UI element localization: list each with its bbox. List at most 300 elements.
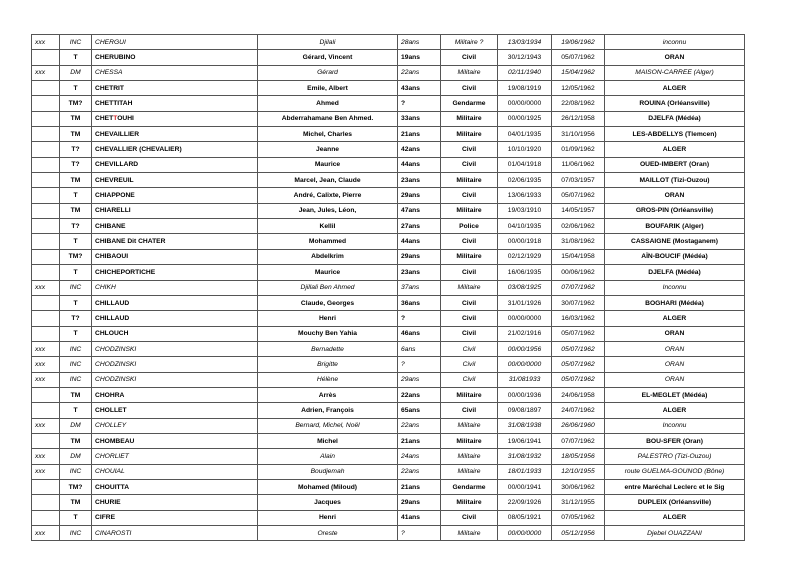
place-cell: MAILLOT (Tizi-Ouzou) [605, 173, 745, 188]
table-row [32, 341, 745, 356]
birth-date-cell: 13/06/1933 [498, 188, 552, 203]
first-name-cell: Brigitte [258, 357, 398, 372]
place-cell: ALGER [605, 510, 745, 525]
birth-date-cell: 00/00/0000 [498, 96, 552, 111]
birth-date-cell: 02/12/1929 [498, 249, 552, 264]
table-row [32, 479, 745, 494]
death-date-cell: 19/06/1962 [552, 35, 605, 50]
first-name-cell: Gérard [258, 65, 398, 80]
death-date-cell: 07/03/1957 [552, 173, 605, 188]
table-row [32, 96, 745, 111]
place-cell: ALGER [605, 142, 745, 157]
surname-cell: CHORLIET [92, 449, 258, 464]
code-cell: INC [60, 280, 92, 295]
table-row [32, 403, 745, 418]
surname-cell: CHEVALLIER (CHEVALIER) [92, 142, 258, 157]
birth-date-cell: 31/081933 [498, 372, 552, 387]
birth-date-cell: 00/00/1936 [498, 387, 552, 402]
birth-date-cell: 02/06/1935 [498, 173, 552, 188]
flag-cell [32, 479, 60, 494]
flag-cell: xxx [32, 526, 60, 541]
status-cell: Militaire [441, 433, 498, 448]
table-row [32, 81, 745, 96]
flag-cell: xxx [32, 449, 60, 464]
death-date-cell: 18/05/1956 [552, 449, 605, 464]
flag-cell [32, 510, 60, 525]
status-cell: Militaire [441, 418, 498, 433]
first-name-cell: Abdelkrim [258, 249, 398, 264]
status-cell: Civil [441, 265, 498, 280]
first-name-cell: Bernard, Michel, Noël [258, 418, 398, 433]
table-row [32, 173, 745, 188]
surname-cell: CHEVREUIL [92, 173, 258, 188]
code-cell: TM [60, 111, 92, 126]
birth-date-cell: 22/09/1926 [498, 495, 552, 510]
place-cell: AÏN-BOUCIF (Médéa) [605, 249, 745, 264]
birth-date-cell: 01/04/1918 [498, 157, 552, 172]
flag-cell: xxx [32, 280, 60, 295]
death-date-cell: 12/05/1962 [552, 81, 605, 96]
first-name-cell: Arrès [258, 387, 398, 402]
birth-date-cell: 00/00/1956 [498, 341, 552, 356]
flag-cell: xxx [32, 464, 60, 479]
flag-cell [32, 311, 60, 326]
age-cell: 36ans [398, 295, 441, 310]
status-cell: Civil [441, 341, 498, 356]
first-name-cell: Adrien, François [258, 403, 398, 418]
code-cell: TM? [60, 249, 92, 264]
surname-cell: CHLOUCH [92, 326, 258, 341]
flag-cell [32, 50, 60, 65]
table-row [32, 510, 745, 525]
code-cell: INC [60, 372, 92, 387]
death-date-cell: 05/07/1962 [552, 372, 605, 387]
code-cell: T [60, 234, 92, 249]
flag-cell [32, 387, 60, 402]
records-table [31, 34, 745, 541]
status-cell: Militaire ? [441, 35, 498, 50]
first-name-cell: André, Calixte, Pierre [258, 188, 398, 203]
surname-cell: CHIBANE [92, 219, 258, 234]
table-row [32, 433, 745, 448]
birth-date-cell: 30/12/1943 [498, 50, 552, 65]
first-name-cell: Mohammed [258, 234, 398, 249]
code-cell: INC [60, 341, 92, 356]
age-cell: 65ans [398, 403, 441, 418]
age-cell: 24ans [398, 449, 441, 464]
death-date-cell: 05/07/1962 [552, 326, 605, 341]
flag-cell [32, 157, 60, 172]
death-date-cell: 26/12/1958 [552, 111, 605, 126]
age-cell: 41ans [398, 510, 441, 525]
status-cell: Militaire [441, 173, 498, 188]
age-cell: ? [398, 357, 441, 372]
surname-cell: CHETRIT [92, 81, 258, 96]
age-cell: 21ans [398, 433, 441, 448]
age-cell: 22ans [398, 464, 441, 479]
age-cell: 29ans [398, 249, 441, 264]
birth-date-cell: 13/03/1934 [498, 35, 552, 50]
table-row [32, 203, 745, 218]
birth-date-cell: 31/08/1932 [498, 449, 552, 464]
birth-date-cell: 02/11/1940 [498, 65, 552, 80]
death-date-cell: 02/06/1962 [552, 219, 605, 234]
code-cell: TM [60, 495, 92, 510]
first-name-cell: Maurice [258, 265, 398, 280]
death-date-cell: 12/10/1955 [552, 464, 605, 479]
surname-cell: CIFRE [92, 510, 258, 525]
status-cell: Civil [441, 157, 498, 172]
death-date-cell: 31/10/1956 [552, 127, 605, 142]
surname-cell: CHOHRA [92, 387, 258, 402]
death-date-cell: 24/07/1962 [552, 403, 605, 418]
age-cell: ? [398, 96, 441, 111]
code-cell: INC [60, 35, 92, 50]
death-date-cell: 00/06/1962 [552, 265, 605, 280]
surname-cell: CHIBANE Dit CHATER [92, 234, 258, 249]
birth-date-cell: 04/01/1935 [498, 127, 552, 142]
surname-cell: CHETTITAH [92, 96, 258, 111]
code-cell: T [60, 81, 92, 96]
birth-date-cell: 08/05/1921 [498, 510, 552, 525]
code-cell: TM [60, 203, 92, 218]
birth-date-cell: 18/01/1933 [498, 464, 552, 479]
place-cell: DUPLEIX (Orléansville) [605, 495, 745, 510]
table-row [32, 418, 745, 433]
flag-cell [32, 111, 60, 126]
death-date-cell: 22/08/1962 [552, 96, 605, 111]
flag-cell: xxx [32, 35, 60, 50]
surname-cell: CHOUITTA [92, 479, 258, 494]
place-cell: DJELFA (Médéa) [605, 111, 745, 126]
status-cell: Militaire [441, 280, 498, 295]
flag-cell [32, 219, 60, 234]
code-cell: T [60, 188, 92, 203]
first-name-cell: Bernadette [258, 341, 398, 356]
flag-cell [32, 127, 60, 142]
age-cell: 27ans [398, 219, 441, 234]
death-date-cell: 26/06/1960 [552, 418, 605, 433]
flag-cell [32, 142, 60, 157]
surname-cell: CHOMBEAU [92, 433, 258, 448]
place-cell: OUED-IMBERT (Oran) [605, 157, 745, 172]
birth-date-cell: 00/00/1941 [498, 479, 552, 494]
code-cell: INC [60, 526, 92, 541]
age-cell: 29ans [398, 372, 441, 387]
table-row [32, 127, 745, 142]
flag-cell [32, 249, 60, 264]
birth-date-cell: 21/02/1916 [498, 326, 552, 341]
status-cell: Civil [441, 403, 498, 418]
code-cell: T [60, 295, 92, 310]
table-row [32, 219, 745, 234]
flag-cell [32, 495, 60, 510]
surname-cell: CHICHEPORTICHE [92, 265, 258, 280]
status-cell: Civil [441, 311, 498, 326]
status-cell: Civil [441, 50, 498, 65]
status-cell: Militaire [441, 387, 498, 402]
place-cell: Inconnu [605, 280, 745, 295]
status-cell: Militaire [441, 127, 498, 142]
place-cell: BOUFARIK (Alger) [605, 219, 745, 234]
death-date-cell: 14/05/1957 [552, 203, 605, 218]
table-row [32, 50, 745, 65]
place-cell: Djebel OUAZZANI [605, 526, 745, 541]
first-name-cell: Hélène [258, 372, 398, 387]
table-row [32, 326, 745, 341]
death-date-cell: 05/07/1962 [552, 357, 605, 372]
first-name-cell: Abderrahamane Ben Ahmed. [258, 111, 398, 126]
table-row [32, 157, 745, 172]
first-name-cell: Henri [258, 510, 398, 525]
status-cell: Civil [441, 357, 498, 372]
code-cell: T [60, 510, 92, 525]
table-row [32, 387, 745, 402]
code-cell: T [60, 50, 92, 65]
place-cell: ORAN [605, 341, 745, 356]
birth-date-cell: 00/00/1918 [498, 234, 552, 249]
first-name-cell: Jeanne [258, 142, 398, 157]
code-cell: T [60, 403, 92, 418]
age-cell: 44ans [398, 157, 441, 172]
status-cell: Civil [441, 510, 498, 525]
place-cell: BOGHARI (Médéa) [605, 295, 745, 310]
first-name-cell: Henri [258, 311, 398, 326]
death-date-cell: 24/06/1958 [552, 387, 605, 402]
surname-cell: CHESSA [92, 65, 258, 80]
age-cell: 33ans [398, 111, 441, 126]
code-cell: T? [60, 142, 92, 157]
first-name-cell: Jacques [258, 495, 398, 510]
age-cell: 44ans [398, 234, 441, 249]
death-date-cell: 05/07/1962 [552, 50, 605, 65]
first-name-cell: Gérard, Vincent [258, 50, 398, 65]
first-name-cell: Michel [258, 433, 398, 448]
surname-cell: CHODZINSKI [92, 357, 258, 372]
surname-cell: CHURIE [92, 495, 258, 510]
age-cell: 21ans [398, 127, 441, 142]
birth-date-cell: 19/06/1941 [498, 433, 552, 448]
status-cell: Civil [441, 326, 498, 341]
birth-date-cell: 19/08/1919 [498, 81, 552, 96]
surname-cell: CHODZINSKI [92, 372, 258, 387]
code-cell: TM [60, 433, 92, 448]
age-cell: 42ans [398, 142, 441, 157]
status-cell: Militaire [441, 495, 498, 510]
age-cell: 21ans [398, 479, 441, 494]
flag-cell [32, 96, 60, 111]
table-row [32, 357, 745, 372]
flag-cell [32, 265, 60, 280]
surname-cell: CHERGUI [92, 35, 258, 50]
surname-cell: CHIBAOUI [92, 249, 258, 264]
status-cell: Civil [441, 372, 498, 387]
flag-cell [32, 203, 60, 218]
age-cell: 22ans [398, 387, 441, 402]
death-date-cell: 05/07/1962 [552, 341, 605, 356]
death-date-cell: 30/06/1962 [552, 479, 605, 494]
birth-date-cell: 31/08/1938 [498, 418, 552, 433]
status-cell: Militaire [441, 464, 498, 479]
age-cell: 47ans [398, 203, 441, 218]
code-cell: T [60, 326, 92, 341]
age-cell: 37ans [398, 280, 441, 295]
age-cell: 22ans [398, 418, 441, 433]
first-name-cell: Alain [258, 449, 398, 464]
status-cell: Civil [441, 188, 498, 203]
age-cell: 29ans [398, 188, 441, 203]
surname-cell: CHERUBINO [92, 50, 258, 65]
surname-cell: CHEVAILLIER [92, 127, 258, 142]
first-name-cell: Emile, Albert [258, 81, 398, 96]
birth-date-cell: 19/03/1910 [498, 203, 552, 218]
birth-date-cell: 00/00/1925 [498, 111, 552, 126]
flag-cell [32, 188, 60, 203]
first-name-cell: Michel, Charles [258, 127, 398, 142]
surname-cell: CINAROSTI [92, 526, 258, 541]
first-name-cell: Maurice [258, 157, 398, 172]
surname-cell: CHOLLET [92, 403, 258, 418]
status-cell: Civil [441, 295, 498, 310]
record-sheet [31, 34, 745, 541]
code-cell: T [60, 265, 92, 280]
flag-cell [32, 433, 60, 448]
age-cell: 23ans [398, 173, 441, 188]
place-cell: entre Maréchal Leclerc et le Sig [605, 479, 745, 494]
birth-date-cell: 10/10/1920 [498, 142, 552, 157]
table-row [32, 280, 745, 295]
table-row [32, 311, 745, 326]
place-cell: CASSAIGNE (Mostaganem) [605, 234, 745, 249]
status-cell: Civil [441, 81, 498, 96]
death-date-cell: 30/07/1962 [552, 295, 605, 310]
place-cell: ALGER [605, 81, 745, 96]
highlighted-letter: T [113, 115, 118, 123]
age-cell: 6ans [398, 341, 441, 356]
code-cell: TM? [60, 479, 92, 494]
place-cell: route GUELMA-GOUNOD (Bône) [605, 464, 745, 479]
death-date-cell: 05/07/1962 [552, 188, 605, 203]
first-name-cell: Djilali [258, 35, 398, 50]
flag-cell: xxx [32, 372, 60, 387]
age-cell: ? [398, 311, 441, 326]
flag-cell [32, 326, 60, 341]
table-row [32, 65, 745, 80]
place-cell: MAISON-CARREE (Alger) [605, 65, 745, 80]
code-cell: T? [60, 157, 92, 172]
flag-cell: xxx [32, 357, 60, 372]
place-cell: ALGER [605, 311, 745, 326]
age-cell: 28ans [398, 35, 441, 50]
table-row [32, 495, 745, 510]
flag-cell [32, 173, 60, 188]
death-date-cell: 31/08/1962 [552, 234, 605, 249]
death-date-cell: 01/09/1962 [552, 142, 605, 157]
birth-date-cell: 03/08/1925 [498, 280, 552, 295]
age-cell: 43ans [398, 81, 441, 96]
code-cell: INC [60, 357, 92, 372]
flag-cell: xxx [32, 65, 60, 80]
death-date-cell: 31/12/1955 [552, 495, 605, 510]
surname-cell: CHODZINSKI [92, 341, 258, 356]
place-cell: ORAN [605, 357, 745, 372]
table-row [32, 295, 745, 310]
status-cell: Militaire [441, 449, 498, 464]
death-date-cell: 15/04/1958 [552, 249, 605, 264]
code-cell: INC [60, 464, 92, 479]
place-cell: ORAN [605, 326, 745, 341]
birth-date-cell: 00/00/0000 [498, 311, 552, 326]
death-date-cell: 07/07/1962 [552, 280, 605, 295]
death-date-cell: 11/06/1962 [552, 157, 605, 172]
first-name-cell: Mohamed (Miloud) [258, 479, 398, 494]
place-cell: ALGER [605, 403, 745, 418]
first-name-cell: Boudjemah [258, 464, 398, 479]
first-name-cell: Mouchy Ben Yahia [258, 326, 398, 341]
first-name-cell: Oreste [258, 526, 398, 541]
place-cell: DJELFA (Médéa) [605, 265, 745, 280]
status-cell: Militaire [441, 526, 498, 541]
table-row [32, 188, 745, 203]
table-row [32, 234, 745, 249]
surname-cell: CHILLAUD [92, 295, 258, 310]
surname-cell: CHOUIAL [92, 464, 258, 479]
place-cell: ROUINA (Orléansville) [605, 96, 745, 111]
status-cell: Police [441, 219, 498, 234]
code-cell: T? [60, 219, 92, 234]
code-cell: TM [60, 173, 92, 188]
flag-cell [32, 234, 60, 249]
status-cell: Civil [441, 234, 498, 249]
flag-cell: xxx [32, 341, 60, 356]
death-date-cell: 16/03/1962 [552, 311, 605, 326]
place-cell: ORAN [605, 50, 745, 65]
surname-cell: CHIARELLI [92, 203, 258, 218]
birth-date-cell: 00/00/0000 [498, 357, 552, 372]
first-name-cell: Jean, Jules, Léon, [258, 203, 398, 218]
age-cell: 19ans [398, 50, 441, 65]
code-cell: TM [60, 127, 92, 142]
death-date-cell: 07/07/1962 [552, 433, 605, 448]
table-row [32, 35, 745, 50]
table-row [32, 464, 745, 479]
table-row [32, 526, 745, 541]
flag-cell [32, 403, 60, 418]
first-name-cell: Djillali Ben Ahmed [258, 280, 398, 295]
surname-cell: CHILLAUD [92, 311, 258, 326]
place-cell: LES-ABDELLYS (Tlemcen) [605, 127, 745, 142]
flag-cell [32, 295, 60, 310]
first-name-cell: Marcel, Jean, Claude [258, 173, 398, 188]
table-row [32, 111, 745, 126]
table-row [32, 449, 745, 464]
birth-date-cell: 16/06/1935 [498, 265, 552, 280]
surname-cell: CHETTOUHI [92, 111, 258, 126]
status-cell: Militaire [441, 203, 498, 218]
place-cell: ORAN [605, 372, 745, 387]
place-cell: Inconnu [605, 418, 745, 433]
birth-date-cell: 09/08/1897 [498, 403, 552, 418]
first-name-cell: Ahmed [258, 96, 398, 111]
code-cell: T? [60, 311, 92, 326]
flag-cell [32, 81, 60, 96]
status-cell: Gendarme [441, 479, 498, 494]
death-date-cell: 15/04/1962 [552, 65, 605, 80]
status-cell: Civil [441, 142, 498, 157]
first-name-cell: Claude, Georges [258, 295, 398, 310]
place-cell: EL-MEGLET (Médéa) [605, 387, 745, 402]
surname-cell: CHOLLEY [92, 418, 258, 433]
